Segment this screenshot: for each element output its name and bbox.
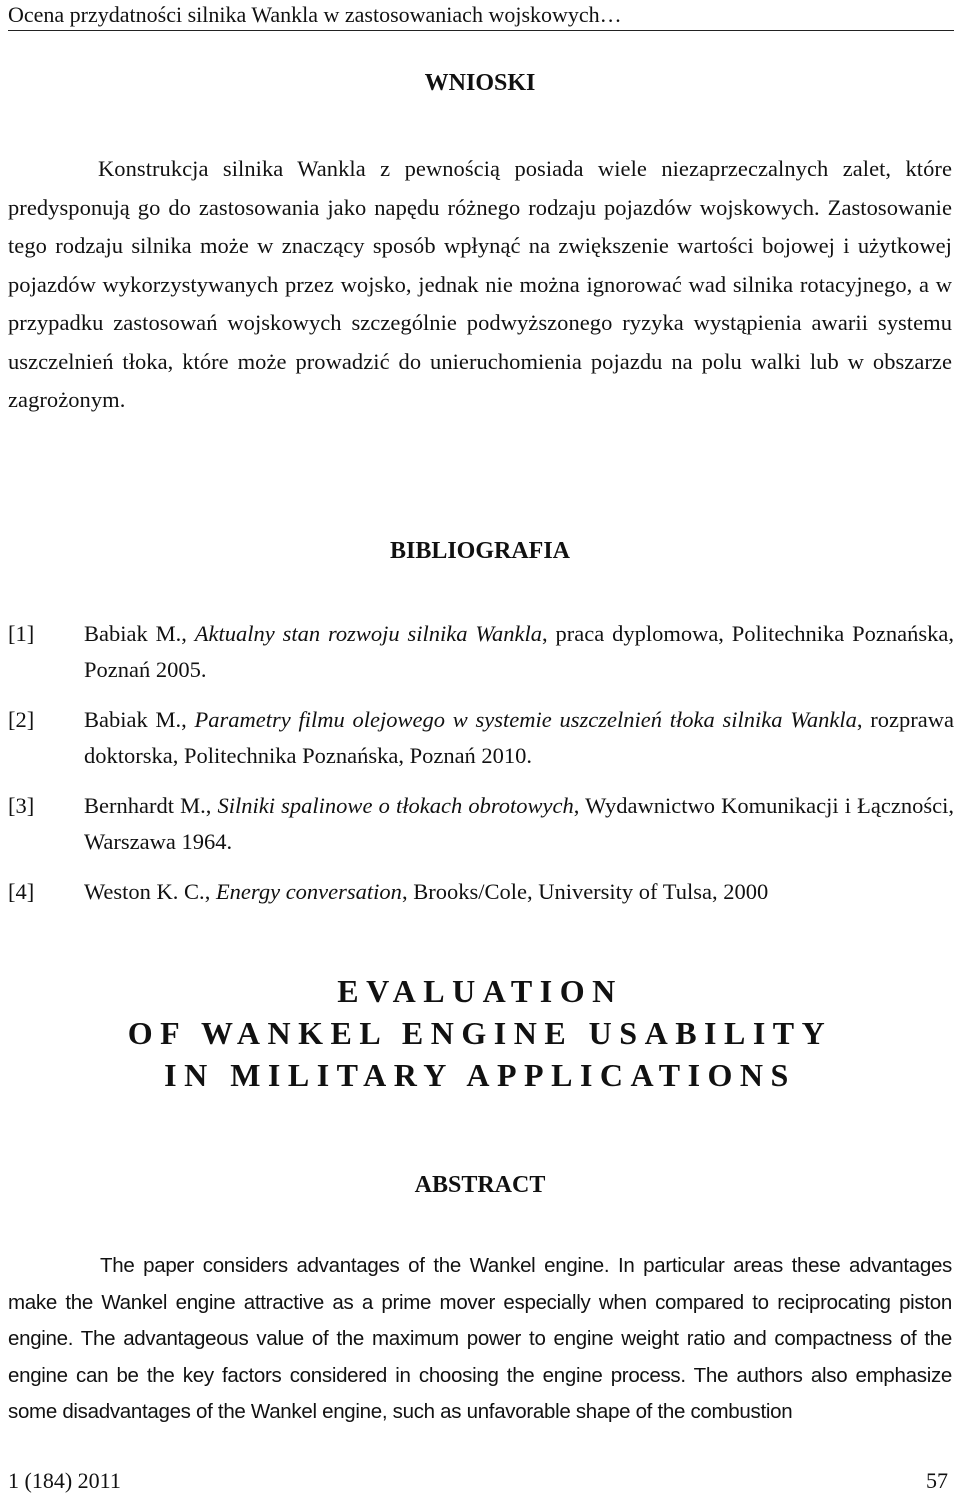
bibliography-entry: [1] Babiak M., Aktualny stan rozwoju silnika Wankla, praca dyplomowa, Politechnika Poznańska, Poznań 2005. <box>8 616 954 688</box>
bibliography-heading: BIBLIOGRAFIA <box>389 538 571 564</box>
bibliography-entry-number: [2] <box>8 707 35 732</box>
running-header: Ocena przydatności silnika Wankla w zastosowaniach wojskowych… <box>8 2 622 27</box>
abstract-heading: ABSTRACT <box>414 1172 546 1198</box>
bibliography-entry-author: Bernhardt M. <box>84 793 206 818</box>
bibliography-entry-number: [3] <box>8 793 35 818</box>
footer-page-number: 57 <box>926 1468 948 1493</box>
bibliography-entry-author: Babiak M. <box>84 707 182 732</box>
bibliography-entry: [4] Weston K. C., Energy conversation, Brooks/Cole, University of Tulsa, 2000 <box>8 874 954 910</box>
english-title-line: OF WANKEL ENGINE USABILITY <box>127 1015 833 1051</box>
bibliography-entry-title: Energy conversation <box>215 879 402 904</box>
bibliography-entry-author: Weston K. C. <box>84 879 205 904</box>
footer-issue-number: 1 (184) 2011 <box>8 1468 121 1493</box>
bibliography-entry-title: Silniki spalinowe o tłokach obrotowych <box>217 793 574 818</box>
bibliography-entry-details: , praca dyplomowa, Politechnika Poznańska, Poznań 2005. <box>84 621 954 682</box>
header-rule <box>8 30 954 31</box>
conclusions-heading: WNIOSKI <box>424 70 536 96</box>
english-title-line: IN MILITARY APPLICATIONS <box>164 1057 796 1093</box>
bibliography-entry-title: Parametry filmu olejowego w systemie uszczelnień tłoka silnika Wankla <box>194 707 857 732</box>
bibliography-entry-details: , rozprawa doktorska, Politechnika Poznańska, Poznań 2010. <box>84 707 954 768</box>
bibliography-entry-author: Babiak M. <box>84 621 182 646</box>
english-title <box>0 970 960 1096</box>
bibliography-entry-number: [4] <box>8 879 35 904</box>
bibliography-entry: [2] Babiak M., Parametry filmu olejowego w systemie uszczelnień tłoka silnika Wankla, rozprawa doktorska, Politechnika Poznańska, Poznań 2010. <box>8 702 954 774</box>
english-title-line: EVALUATION <box>337 973 623 1009</box>
bibliography-entry-details: , Wydawnictwo Komunikacji i Łączności, Warszawa 1964. <box>84 793 954 854</box>
conclusions-paragraph: Konstrukcja silnika Wankla z pewnością posiada wiele niezaprzeczalnych zalet, które predysponują go do zastosowania jako napędu różnego rodzaju pojazdów wojskowych. Zastosowanie tego rodzaju silnika może w znaczący sposób wpłynąć na zwiększenie wartości bojowej i użytkowej pojazdów wykorzystywanych przez wojsko, jednak nie można ignorować wad silnika rotacyjnego, a w przypadku zastosowań wojskowych szczególnie podwyższonego ryzyka wystąpienia awarii systemu uszczelnień tłoka, które może prowadzić do unieruchomienia pojazdu na polu walki lub w obszarze zagrożonym. <box>8 156 952 412</box>
bibliography-entry-number: [1] <box>8 621 35 646</box>
bibliography-list <box>8 616 954 924</box>
bibliography-entry: [3] Bernhardt M., Silniki spalinowe o tłokach obrotowych, Wydawnictwo Komunikacji i Łączności, Warszawa 1964. <box>8 788 954 860</box>
bibliography-entry-details: , Brooks/Cole, University of Tulsa, 2000 <box>401 879 769 904</box>
bibliography-entry-title: Aktualny stan rozwoju silnika Wankla <box>194 621 543 646</box>
abstract-paragraph: The paper considers advantages of the Wankel engine. In particular areas these advantages make the Wankel engine attractive as a prime mover especially when compared to reciprocating piston engine. The advantageous value of the maximum power to engine weight ratio and compactness of the engine can be the key factors considered in choosing the engine process. The authors also emphasize some disadvantages of the Wankel engine, such as unfavorable shape of the combustion <box>8 1254 952 1423</box>
